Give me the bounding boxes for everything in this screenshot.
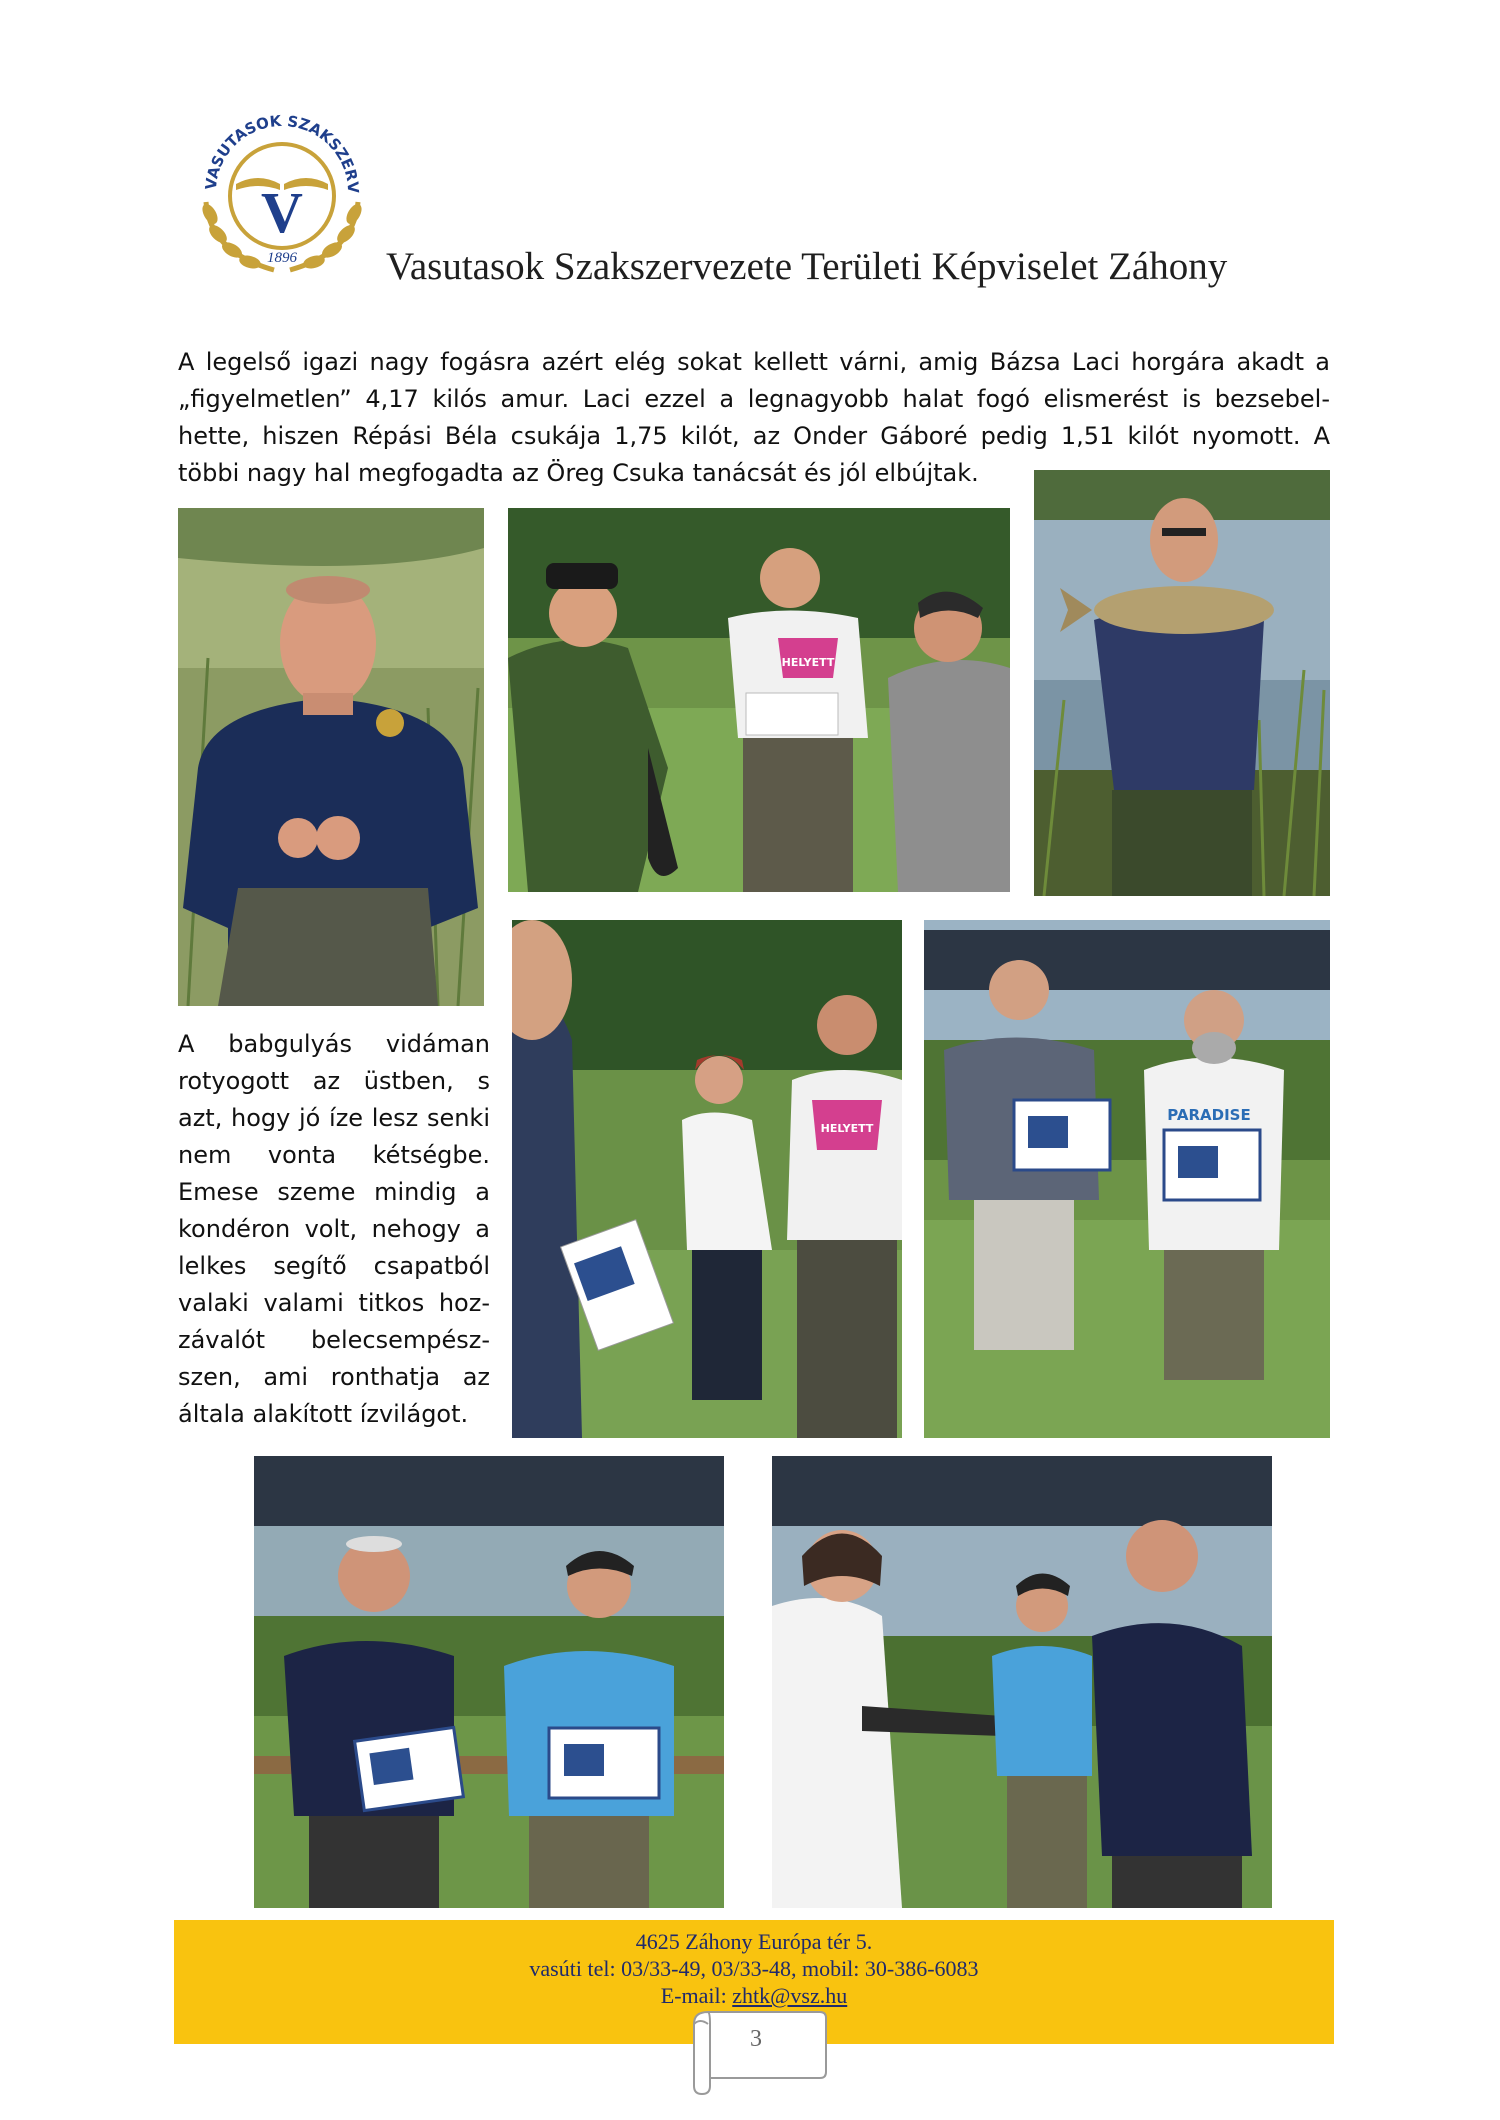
paragraph-line: A babgulyás vidáman [178,1030,490,1058]
paragraph-line: kondéron volt, nehogy a [178,1215,490,1243]
footer-email-link[interactable]: zhtk@vsz.hu [732,1983,848,2008]
paragraph-line: lelkes segítő csapatból [178,1252,490,1280]
photo-handing-award-on-grass [508,508,1010,892]
logo-arc-text: VASUTASOK SZAKSZERV [201,111,363,194]
shirt-print-text: HELYETT [781,656,835,669]
side-paragraph [178,1026,490,1433]
shirt-print-text: HELYETT [820,1122,874,1135]
page-number: 3 [750,2026,762,2052]
paragraph-line: általa alakított ízvilágot. [178,1400,469,1428]
paragraph-line: többi nagy hal megfogadta az Öreg Csuka tanácsát és jól elbújtak. [178,459,979,487]
photo-man-tying-hook [178,508,484,1006]
page-number-scroll [686,2002,830,2096]
footer-email-label: E-mail: [660,1983,733,2008]
photo-two-men-with-certificates-tent [924,920,1330,1438]
paragraph-line: rotyogott az üstben, s [178,1067,490,1095]
footer-phones: vasúti tel: 03/33-49, 03/33-48, mobil: 30-386-6083 [529,1956,979,1981]
paragraph-line: nem vonta kétségbe. [178,1141,490,1169]
photo-woman-receiving-certificate [512,920,902,1438]
paragraph-line: valaki valami titkos hoz- [178,1289,490,1317]
paragraph-line: A legelső igazi nagy fogásra azért elég sokat kellett várni, amig Bázsa Laci horgára akadt a [178,348,1330,376]
shirt-print-text: PARADISE [1167,1106,1251,1124]
union-logo [186,92,378,284]
photo-woman-congratulating-winner [772,1456,1272,1908]
page-header-title: Vasutasok Szakszervezete Területi Képviselet Záhony [386,245,1228,288]
logo-letter: V [261,180,303,245]
paragraph-line: „figyelmetlen” 4,17 kilós amur. Laci ezzel a legnagyobb halat fogó elismerést is bezsebel- [178,385,1330,413]
paragraph-line: Emese szeme mindig a [178,1178,490,1206]
logo-year: 1896 [267,250,297,266]
paragraph-line: azt, hogy jó íze lesz senki [178,1104,490,1132]
photo-man-holding-carp [1034,470,1330,896]
paragraph-line: szen, ami ronthatja az [178,1363,490,1391]
paragraph-line: závalót belecsempész- [178,1326,490,1354]
footer-address: 4625 Záhony Európa tér 5. [635,1929,873,1954]
photo-older-men-with-certificates [254,1456,724,1908]
paragraph-line: hette, hiszen Répási Béla csukája 1,75 kilót, az Onder Gáboré pedig 1,51 kilót nyomott. A [178,422,1330,450]
